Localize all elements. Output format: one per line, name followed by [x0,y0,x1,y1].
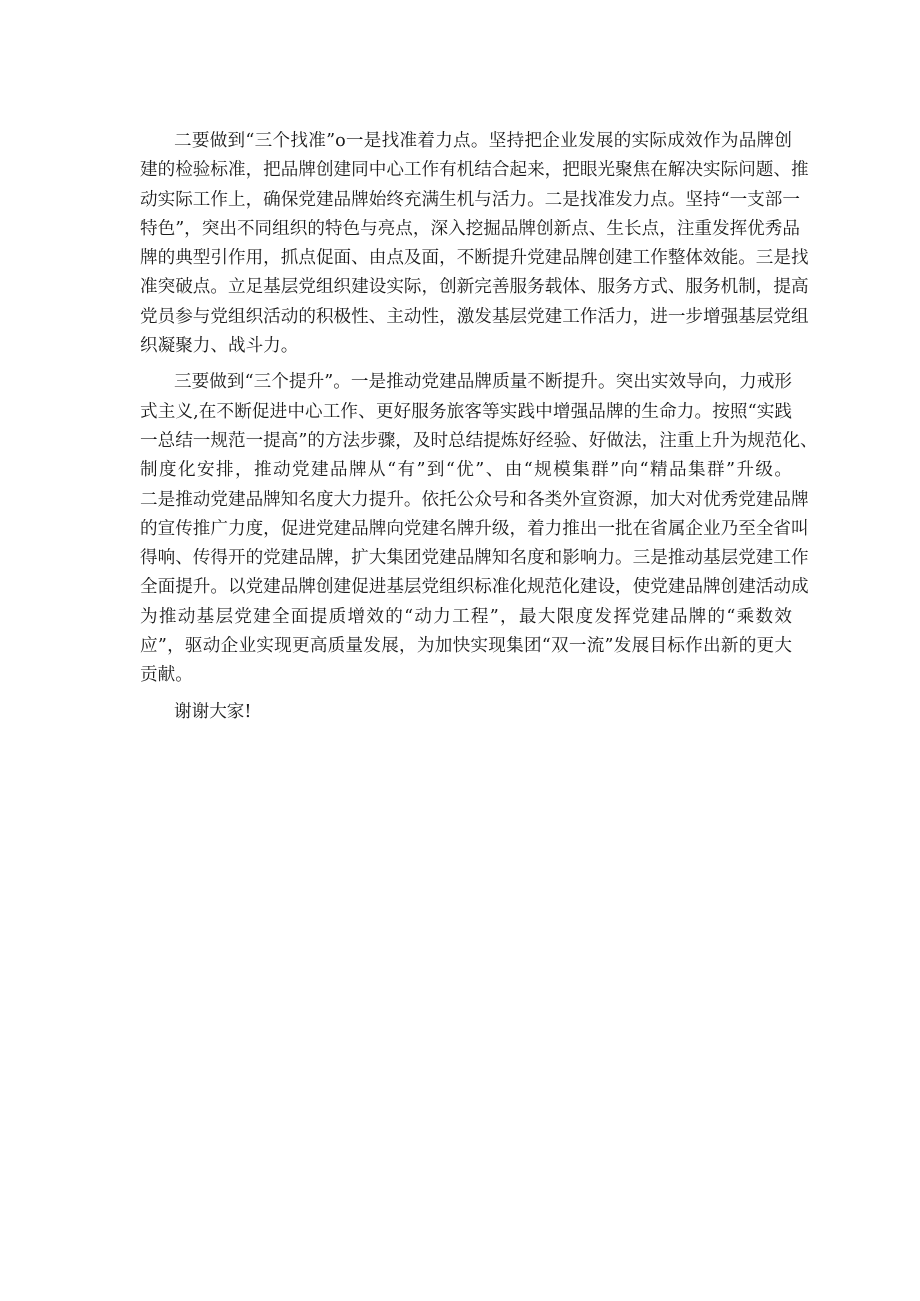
paragraph-line: 全面提升。以党建品牌创建促进基层党组织标准化规范化建设，使党建品牌创建活动成 [140,577,809,598]
paragraph-line: 二要做到“三个找准”o一是找准着力点。坚持把企业发展的实际成效作为品牌创 [174,131,792,151]
paragraph-line: 牌的典型引作用，抓点促面、由点及面，不断提升党建品牌创建工作整体效能。三是找 [140,248,809,269]
paragraph-line: 准突破点。立足基层党组织建设实际，创新完善服务载体、服务方式、服务机制，提高 [140,277,809,298]
paragraph-line: 为推动基层党建全面提质增效的“动力工程”，最大限度发挥党建品牌的“乘数效 [140,606,792,627]
paragraph-line: 的宣传推广力度，促进党建品牌向党建名牌升级，着力推出一批在省属企业乃至全省叫 [140,518,809,539]
paragraph-line: 一总结一规范一提高”的方法步骤，及时总结提炼好经验、好做法，注重上升为规范化、 [140,430,818,451]
paragraph-three-targets [140,127,809,361]
paragraph-line: 建的检验标准，把品牌创建同中心工作有机结合起来，把眼光聚焦在解决实际问题、推 [140,160,809,181]
document-body [140,127,818,727]
paragraph-line: 得响、传得开的党建品牌，扩大集团党建品牌知名度和影响力。三是推动基层党建工作 [140,548,809,569]
paragraph-line: 三要做到“三个提升”。一是推动党建品牌质量不断提升。突出实效导向，力戒形 [174,372,792,393]
paragraph-line: 动实际工作上，确保党建品牌始终充满生机与活力。二是找准发力点。坚持“一支部一 [140,189,800,210]
paragraph-three-upgrades [140,368,818,690]
paragraph-line: 特色”，突出不同组织的特色与亮点，深入挖掘品牌创新点、生长点，注重发挥优秀品 [140,218,800,239]
paragraph-line: 党员参与党组织活动的积极性、主动性，激发基层党建工作活力，进一步增强基层党组 [140,306,809,327]
closing-remark [140,698,792,727]
paragraph-line: 式主义,在不断促进中心工作、更好服务旅客等实践中增强品牌的生命力。按照“实践 [140,401,792,422]
closing-line: 谢谢大家! [174,701,252,722]
paragraph-line: 织凝聚力、战斗力。 [140,336,299,357]
paragraph-line: 二是推动党建品牌知名度大力提升。依托公众号和各类外宣资源，加大对优秀党建品牌 [140,489,809,510]
paragraph-line: 制度化安排，推动党建品牌从“有”到“优”、由“规模集群”向“精品集群”升级。 [140,460,792,481]
paragraph-line: 贡献。 [140,665,193,686]
paragraph-line: 应”，驱动企业实现更高质量发展，为加快实现集团“双一流”发展目标作出新的更大 [140,636,792,657]
